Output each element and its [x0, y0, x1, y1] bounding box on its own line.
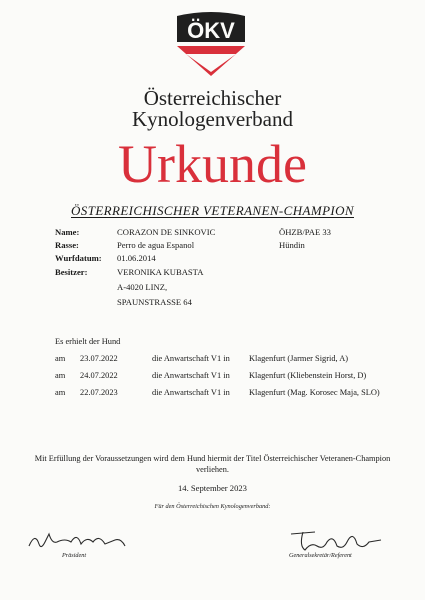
- dob-label: Wurfdatum:: [55, 253, 102, 263]
- issue-date: 14. September 2023: [178, 483, 247, 493]
- award-text: die Anwartschaft V1 in: [152, 388, 230, 397]
- dog-name: CORAZON DE SINKOVIC: [117, 227, 216, 237]
- name-label: Name:: [55, 227, 80, 237]
- award-place: Klagenfurt (Kliebenstein Horst, D): [249, 371, 367, 380]
- president-signature: [25, 520, 135, 556]
- breed-label: Rasse:: [55, 240, 79, 250]
- award-am: am: [55, 354, 66, 363]
- dog-dob: 01.06.2014: [117, 253, 156, 263]
- award-text: die Anwartschaft V1 in: [152, 371, 230, 380]
- secretary-signature: [285, 520, 395, 556]
- svg-text:ÖKV: ÖKV: [187, 18, 235, 43]
- secretary-role: Generalsekretär/Referent: [289, 552, 352, 559]
- owner-name: VERONIKA KUBASTA: [117, 267, 204, 277]
- conferral-text: [30, 453, 395, 475]
- award-place: Klagenfurt (Jarmer Sigrid, A): [249, 354, 349, 363]
- owner-label: Besitzer:: [55, 267, 88, 277]
- award-place: Klagenfurt (Mag. Korosec Maja, SLO): [249, 388, 380, 397]
- dog-breed: Perro de agua Espanol: [117, 240, 195, 250]
- awards-intro: Es erhielt der Hund: [55, 337, 121, 346]
- certificate-title: ÖSTERREICHISCHER VETERANEN-CHAMPION: [71, 203, 354, 218]
- org-name-line1: Österreichischer: [143, 86, 282, 110]
- award-date: 24.07.2022: [80, 371, 118, 380]
- award-am: am: [55, 388, 66, 397]
- on-behalf-line: Für den Österreichischen Kynologenverband:: [154, 503, 271, 510]
- okv-logo: [171, 8, 251, 78]
- registration-number: ÖHZB/PAE 33: [279, 227, 331, 237]
- dog-sex: Hündin: [279, 240, 305, 250]
- award-am: am: [55, 371, 66, 380]
- president-role: Präsident: [62, 552, 87, 559]
- award-text: die Anwartschaft V1 in: [152, 354, 230, 363]
- certificate-heading: Urkunde: [118, 134, 307, 194]
- owner-address-line2: SPAUNSTRASSE 64: [117, 297, 192, 307]
- org-name-line2: Kynologenverband: [132, 107, 293, 131]
- award-date: 22.07.2023: [80, 388, 118, 397]
- award-date: 23.07.2022: [80, 354, 118, 363]
- conferral-line2: verliehen.: [196, 465, 229, 474]
- conferral-line1: Mit Erfüllung der Voraussetzungen wird dem Hund hiermit der Titel Österreichischer Veteranen-Champion: [34, 454, 391, 463]
- owner-address-line1: A-4020 LINZ,: [117, 282, 168, 292]
